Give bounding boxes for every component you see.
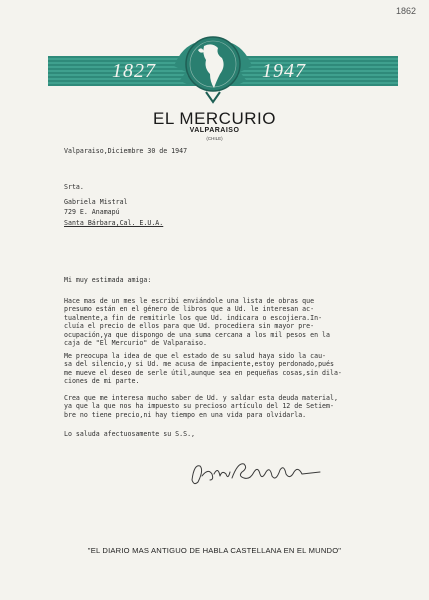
globe-emblem-icon (168, 22, 258, 108)
year-right: 1947 (262, 60, 306, 82)
handwritten-signature (186, 458, 326, 488)
paragraph-line: presumo están en el género de libros que a Ud. le interesan ac- (64, 305, 315, 314)
paragraph-line: me mueve el deseo de serle útil,aunque sea en pequeñas cosas,sin dila- (64, 368, 342, 377)
paragraph-line: tualmente,a fin de remitirle los que Ud. indicara o escojiera.In- (64, 313, 323, 322)
greeting: Mi muy estimada amiga: (64, 276, 152, 284)
paragraph-line: caja de "El Mercurio" de Valparaiso. (64, 339, 207, 348)
paragraph-line: bre no tiene precio,ni hay tiempo en una vida para olvidarla. (64, 410, 307, 419)
paragraph-line: ciones de mi parte. (64, 377, 140, 386)
paragraph-line: sa del silencio,y si Ud. me acusa de impaciente,estoy perdonado,pués (64, 360, 334, 369)
recipient-city: Santa Bárbara,Cal. E.U.A. (64, 219, 164, 227)
footer-slogan: "EL DIARIO MAS ANTIGUO DE HABLA CASTELLANA EN EL MUNDO" (87, 546, 342, 555)
year-left: 1827 (112, 60, 156, 82)
paragraph-2 (64, 352, 342, 386)
newspaper-name: EL MERCURIO (153, 109, 276, 128)
archive-number: 1862 (396, 6, 417, 16)
newspaper-country: (CHILE) (206, 136, 223, 141)
closing: Lo saluda afectuosamente su S.S., (64, 430, 196, 438)
recipient-name: Gabriela Mistral (64, 198, 128, 206)
paragraph-3 (64, 394, 338, 419)
paragraph-1 (64, 297, 330, 347)
paragraph-line: cluía el precio de ellos para que Ud. procediera sin mayor pre- (64, 322, 315, 331)
paragraph-line: Me preocupa la idea de que el estado de su salud haya sido la cau- (64, 352, 327, 360)
paragraph-line: Crea que me interesa mucho saber de Ud. y saldar esta deuda material, (64, 394, 338, 402)
paragraph-line: ocupación,ya que dispongo de una suma cercana a los mil pesos en la (64, 330, 330, 339)
paragraph-line: Hace mas de un mes le escribí enviándole una lista de obras que (64, 297, 315, 305)
letter-date: Valparaiso,Diciembre 30 de 1947 (64, 147, 188, 155)
newspaper-city: VALPARAISO (189, 127, 240, 134)
paragraph-line: ya que la que nos ha impuesto su precioso artículo del 12 de Setiem- (64, 402, 334, 411)
recipient-title: Srta. (64, 183, 84, 191)
recipient-street: 729 E. Anamapú (64, 208, 120, 216)
